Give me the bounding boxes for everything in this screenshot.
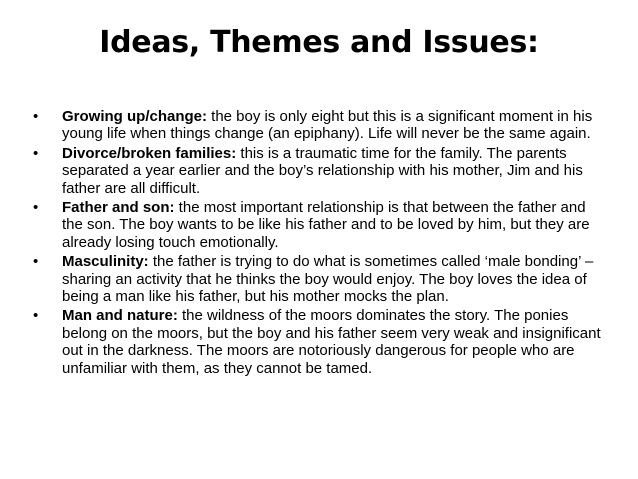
bullet-heading: Divorce/broken families: bbox=[62, 144, 237, 162]
bullet-item-father-son bbox=[33, 199, 603, 251]
bullet-icon: • bbox=[33, 307, 39, 325]
bullet-icon: • bbox=[33, 253, 39, 271]
bullet-item-growing-up bbox=[33, 108, 603, 143]
bullet-item-divorce bbox=[33, 145, 603, 197]
slide-title: Ideas, Themes and Issues: bbox=[99, 25, 539, 60]
bullet-text: the father is trying to do what is sometimes called ‘male bonding’ – sharing an activity that he thinks the boy would enjoy. The boy loves the idea of being a man like his father, but his mother mocks the plan. bbox=[62, 253, 594, 306]
bullet-text: this is a traumatic time for the family. The parents separated a year earlier and the boy’s relationship with his mother, Jim and his father are all difficult. bbox=[62, 144, 583, 197]
bullet-heading: Masculinity: bbox=[62, 253, 149, 271]
bullet-icon: • bbox=[33, 199, 39, 217]
bullet-heading: Growing up/change: bbox=[62, 108, 207, 125]
bullet-heading: Man and nature: bbox=[62, 307, 178, 325]
bullet-text: the most important relationship is that between the father and the son. The boy wants to be like his father and to be loved by him, but they are already losing touch emotionally. bbox=[62, 199, 590, 251]
bullet-heading: Father and son: bbox=[62, 199, 175, 217]
bullet-text: the wildness of the moors dominates the story. The ponies belong on the moors, but the boy and his father seem very weak and insignificant out in the darkness. The moors are notoriously dangerous for people who are unfamiliar with them, as they cannot be tamed. bbox=[62, 307, 601, 377]
bullet-item-man-nature bbox=[33, 307, 603, 377]
bullet-item-masculinity bbox=[33, 253, 603, 305]
bullet-list bbox=[33, 108, 603, 379]
bullet-icon: • bbox=[33, 144, 39, 162]
bullet-icon: • bbox=[33, 108, 39, 125]
bullet-text: the boy is only eight but this is a significant moment in his young life when things change (an epiphany). Life will never be the same again. bbox=[62, 108, 593, 143]
